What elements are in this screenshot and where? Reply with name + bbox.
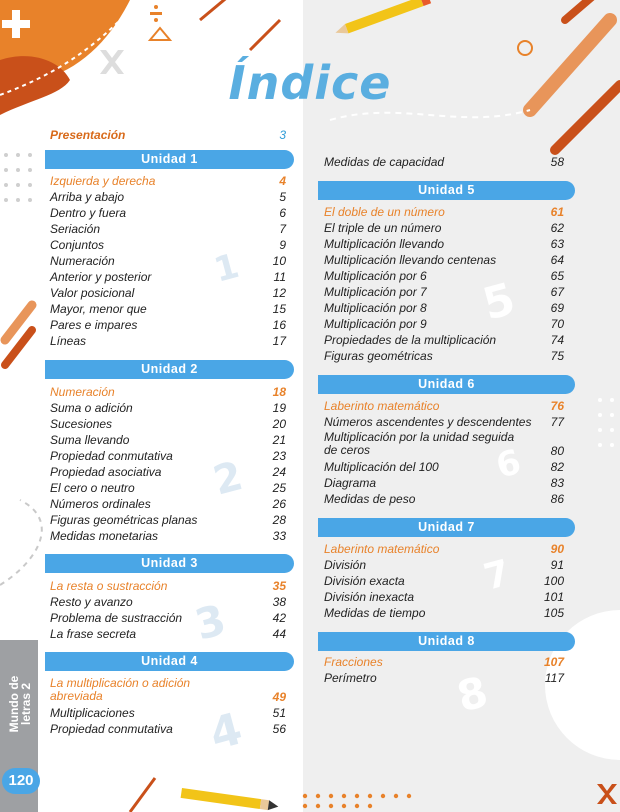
toc-entry-page: 12 [272,286,286,300]
toc-entry-title: Líneas [50,334,87,348]
svg-text:5: 5 [477,273,521,331]
toc-entry-title: Presentación [50,128,126,142]
unit-header: Unidad 5 [318,181,575,200]
toc-entry-page: 62 [550,221,564,235]
unit-header: Unidad 1 [45,150,294,169]
toc-entry-page: 28 [272,513,286,527]
circle-outline-icon [518,41,532,55]
triangle-icon [150,28,170,40]
svg-text:6: 6 [491,441,526,487]
toc-entry-title: Perímetro [324,671,377,685]
toc-entry-page: 69 [550,301,564,315]
toc-entry-page: 58 [550,155,564,169]
toc-entry-page: 101 [543,590,564,604]
toc-entry-title: Multiplicación llevando [324,237,445,251]
toc-entry-title: Propiedad conmutativa [50,449,173,463]
toc-entry-title: Seriación [50,222,101,236]
toc-entry-title: Fracciones [324,655,383,669]
toc-entry-title: El doble de un número [324,205,445,219]
toc-entry-title: Figuras geométricas [324,349,433,363]
toc-entry-page: 3 [279,128,286,142]
toc-entry-page: 44 [272,627,286,641]
toc-entry-title: Números ordinales [50,497,151,511]
unit-header: Unidad 7 [318,518,575,537]
toc-entry-page: 23 [272,449,286,463]
toc-entry-page: 75 [550,349,564,363]
toc-entry-page: 4 [279,174,286,188]
cross-icon [597,784,617,804]
toc-entry-page: 64 [550,253,564,267]
toc-entry-title: Multiplicación por 6 [324,269,427,283]
dashed-curve [330,110,530,120]
dot-row [303,794,411,808]
toc-entry-page: 67 [550,285,564,299]
toc-entry-title: Multiplicación por la unidad seguida de ceros [324,430,515,457]
toc-entry-title: Laberinto matemático [324,399,440,413]
toc-entry-page: 90 [550,542,564,556]
toc-entry-title: Medidas de tiempo [324,606,426,620]
toc-entry-title: Valor posicional [50,286,135,300]
toc-entry-page: 6 [279,206,286,220]
page-title: Índice [228,56,392,110]
toc-entry-title: Laberinto matemático [324,542,440,556]
toc-entry-title: División inexacta [324,590,415,604]
toc-entry-title: Suma llevando [50,433,130,447]
unit-header: Unidad 3 [45,554,294,573]
toc-entry-page: 24 [272,465,286,479]
toc-entry-page: 16 [272,318,286,332]
toc-entry-page: 5 [279,190,286,204]
dashed-curve [0,500,42,585]
toc-entry-title: Números ascendentes y descendentes [324,415,532,429]
toc-entry-title: Medidas de capacidad [324,155,445,169]
toc-entry-page: 100 [543,574,564,588]
toc-entry-title: Multiplicaciones [50,706,135,720]
svg-text:4: 4 [204,703,248,761]
toc-entry-title: La frase secreta [50,627,137,641]
toc-entry-page: 38 [272,595,286,609]
toc-entry-page: 9 [279,238,286,252]
toc-entry-title: Figuras geométricas planas [50,513,198,527]
toc-entry-page: 80 [550,444,564,458]
toc-entry-title: Numeración [50,254,115,268]
toc-entry-title: Multiplicación por 9 [324,317,427,331]
toc-entry-title: Suma o adición [50,401,133,415]
unit-header: Unidad 8 [318,632,575,651]
toc-entry-title: Arriba y abajo [50,190,125,204]
toc-entry-page: 7 [279,222,286,236]
stripe-shape [250,20,280,50]
toc-entry-title: La resta o sustracción [50,579,168,593]
toc-entry-title: Multiplicación por 7 [324,285,427,299]
toc-entry-title: El cero o neutro [50,481,135,495]
toc-entry-title: Propiedad asociativa [50,465,162,479]
toc-entry-page: 11 [273,270,286,284]
toc-entry-title: Propiedad conmutativa [50,722,173,736]
toc-entry-page: 26 [272,497,286,511]
toc-entry-page: 74 [550,333,564,347]
toc-entry-title: Pares e impares [50,318,138,332]
svg-text:7: 7 [479,552,515,599]
toc-entry-page: 20 [272,417,286,431]
toc-entry-page: 91 [550,558,564,572]
toc-entry-page: 105 [543,606,564,620]
toc-entry-title: Problema de sustracción [50,611,183,625]
toc-entry-title: Multiplicación del 100 [324,460,439,474]
spine-label: Mundo de letras 2 [7,675,33,733]
stripe-shape [130,778,155,812]
toc-entry-title: Propiedades de la multiplicación [324,333,497,347]
unit-header: Unidad 6 [318,375,575,394]
stripe-shape [200,0,230,20]
svg-text:3: 3 [189,594,231,650]
toc-entry-page: 63 [550,237,564,251]
svg-text:2: 2 [208,453,248,505]
pencil-icon [181,788,279,812]
page-number: 120 [2,768,40,794]
toc-entry-page: 56 [272,722,286,736]
toc-entry-page: 19 [272,401,286,415]
toc-entry-page: 17 [272,334,286,348]
toc-entry-page: 33 [272,529,286,543]
toc-entry-title: Izquierda y derecha [50,174,156,188]
toc-entry-title: Medidas de peso [324,492,416,506]
dot-grid [598,398,614,447]
toc-entry-title: División [324,558,367,572]
toc-entry-title: División exacta [324,574,405,588]
toc-entry-title: Medidas monetarias [50,529,159,543]
toc-entry-page: 49 [272,690,286,704]
toc-entry-page: 15 [272,302,286,316]
toc-entry-page: 76 [550,399,564,413]
toc-entry-page: 83 [550,476,564,490]
divide-icon [150,5,162,22]
toc-entry-title: Anterior y posterior [50,270,152,284]
toc-entry-page: 10 [272,254,286,268]
toc-entry-title: Sucesiones [50,417,113,431]
toc-entry-page: 65 [550,269,564,283]
toc-entry-page: 35 [272,579,286,593]
toc-entry-title: Conjuntos [50,238,105,252]
toc-entry-page: 61 [550,205,564,219]
toc-entry-page: 107 [543,655,564,669]
pencil-icon [334,0,431,38]
toc-entry-title: Resto y avanzo [50,595,133,609]
toc-entry-page: 42 [272,611,286,625]
svg-text:8: 8 [451,666,493,722]
toc-entry-page: 86 [550,492,564,506]
toc-entry-title: Mayor, menor que [50,302,147,316]
toc-entry-page: 70 [550,317,564,331]
toc-entry-title: Numeración [50,385,115,399]
toc-entry-title: Multiplicación por 8 [324,301,427,315]
stripe-shape [565,0,600,20]
toc-entry-page: 117 [544,671,564,685]
toc-entry-page: 21 [272,433,286,447]
toc-entry-title: Dentro y fuera [50,206,127,220]
toc-entry-title: Diagrama [324,476,377,490]
dot-grid [4,153,32,202]
toc-entry-title: El triple de un número [324,221,442,235]
toc-entry-page: 51 [272,706,286,720]
toc-entry-page: 18 [272,385,286,399]
unit-header: Unidad 4 [45,652,294,671]
toc-entry-title: La multiplicación o adición abreviada [50,676,191,703]
unit-header: Unidad 2 [45,360,294,379]
toc-entry-page: 25 [272,481,286,495]
toc-entry-page: 77 [550,415,564,429]
toc-entry-page: 82 [550,460,564,474]
svg-text:1: 1 [209,245,244,291]
toc-entry-title: Multiplicación llevando centenas [324,253,497,267]
